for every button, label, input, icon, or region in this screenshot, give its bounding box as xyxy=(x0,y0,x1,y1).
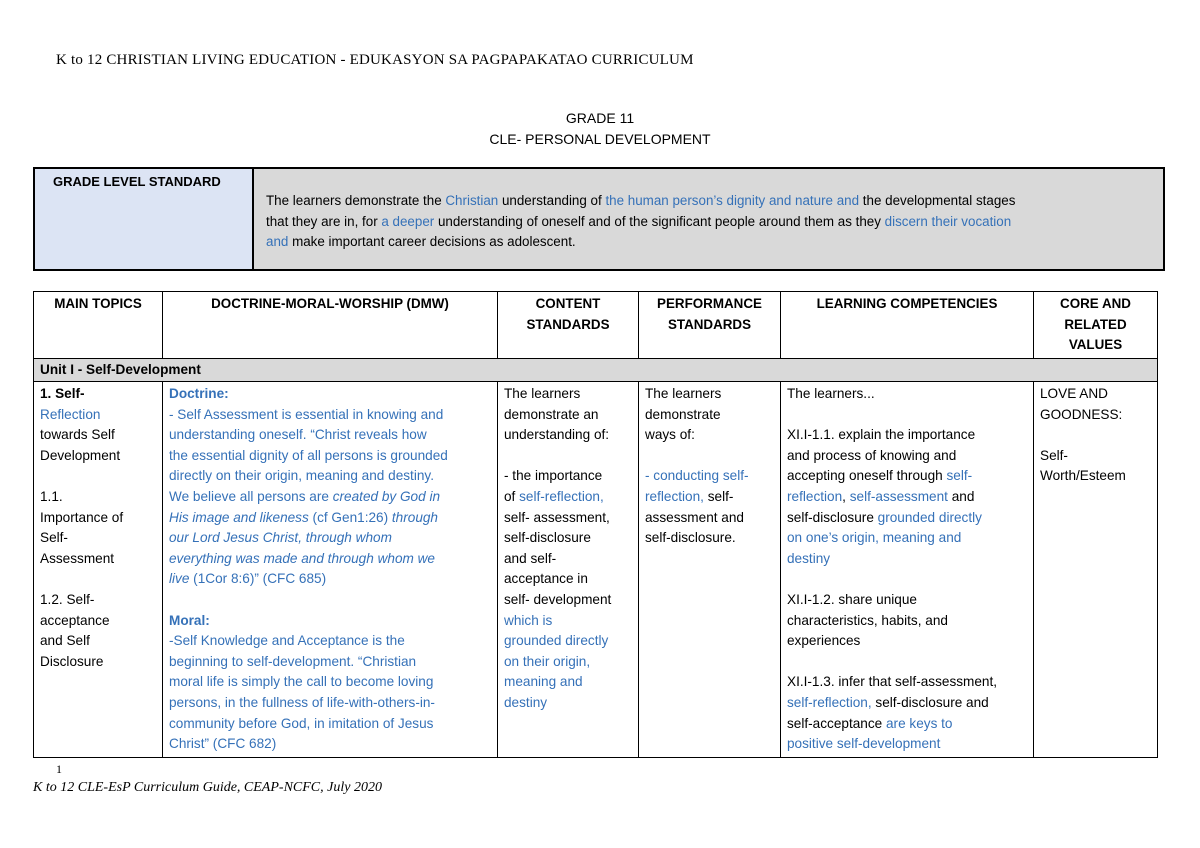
performance-standards-cell: The learners demonstrate ways of: - conducting self- reflection, self- assessment and self-disclosure. xyxy=(639,382,781,758)
col-header-main-topics: MAIN TOPICS xyxy=(34,292,163,359)
curriculum-table xyxy=(33,291,1158,758)
grade-level-standard-table xyxy=(33,167,1165,271)
dmw-cell: Doctrine: - Self Assessment is essential in knowing and understanding oneself. “Christ reveals how the essential dignity of all persons is grounded directly on their origin, meaning and destiny. We believe all persons are created by God in His image and likeness (cf Gen1:26) through our Lord Jesus Christ, through whom everything was made and through whom we live (1Cor 8:6)” (CFC 685) Moral: -Self Knowledge and Acceptance is the beginning to self-development. “Christian moral life is simply the call to become loving persons, in the fullness of life-with-others-in- community before God, in imitation of Jesus Christ” (CFC 682) xyxy=(163,382,498,758)
standard-text: The learners demonstrate the Christian understanding of the human person’s dignity and nature and the developmental stages that they are in, for a deeper understanding of oneself and of the significant people around them as they discern their vocation and make important career decisions as adolescent. xyxy=(266,193,1016,249)
unit-row xyxy=(34,358,1158,382)
col-header-performance-standards: PERFORMANCE STANDARDS xyxy=(639,292,781,359)
core-values-cell: LOVE AND GOODNESS: Self- Worth/Esteem xyxy=(1034,382,1158,758)
subject-title: CLE- PERSONAL DEVELOPMENT xyxy=(489,131,711,147)
standard-label-cell xyxy=(35,169,254,269)
curriculum-header: K to 12 CHRISTIAN LIVING EDUCATION - EDUKASYON SA PAGPAPAKATAO CURRICULUM xyxy=(56,52,694,68)
moral-label: Moral: xyxy=(169,612,210,628)
page-number: 1 xyxy=(56,762,62,776)
standard-label: GRADE LEVEL STANDARD xyxy=(53,174,221,189)
col-header-content-standards: CONTENT STANDARDS xyxy=(498,292,639,359)
footer-citation: K to 12 CLE-EsP Curriculum Guide, CEAP-NCFC, July 2020 xyxy=(33,780,382,795)
main-topics-cell: 1. Self- Reflection towards Self Development 1.1. Importance of Self- Assessment 1.2. Self- acceptance and Self Disclosure xyxy=(34,382,163,758)
table-header-row xyxy=(34,292,1158,359)
grade-title: GRADE 11 xyxy=(565,110,635,126)
standard-text-cell xyxy=(254,169,1163,269)
col-header-dmw: DOCTRINE-MORAL-WORSHIP (DMW) xyxy=(163,292,498,359)
col-header-core-values: CORE AND RELATED VALUES xyxy=(1034,292,1158,359)
content-standards-cell: The learners demonstrate an understanding of: - the importance of self-reflection, self- assessment, self-disclosure and self- acceptance in self- development which is grounded directly on their origin, meaning and destiny xyxy=(498,382,639,758)
table-row xyxy=(34,382,1158,758)
unit-label: Unit I - Self-Development xyxy=(34,358,1158,382)
doctrine-label: Doctrine: xyxy=(169,386,229,402)
learning-competencies-cell: The learners... XI.I-1.1. explain the importance and process of knowing and accepting oneself through self- reflection, self-assessment and self-disclosure grounded directly on one’s origin, meaning and destiny XI.I-1.2. share unique characteristics, habits, and experiences XI.I-1.3. infer that self-assessment, self-reflection, self-disclosure and self-acceptance are keys to positive self-development xyxy=(781,382,1034,758)
col-header-learning-competencies: LEARNING COMPETENCIES xyxy=(781,292,1034,359)
